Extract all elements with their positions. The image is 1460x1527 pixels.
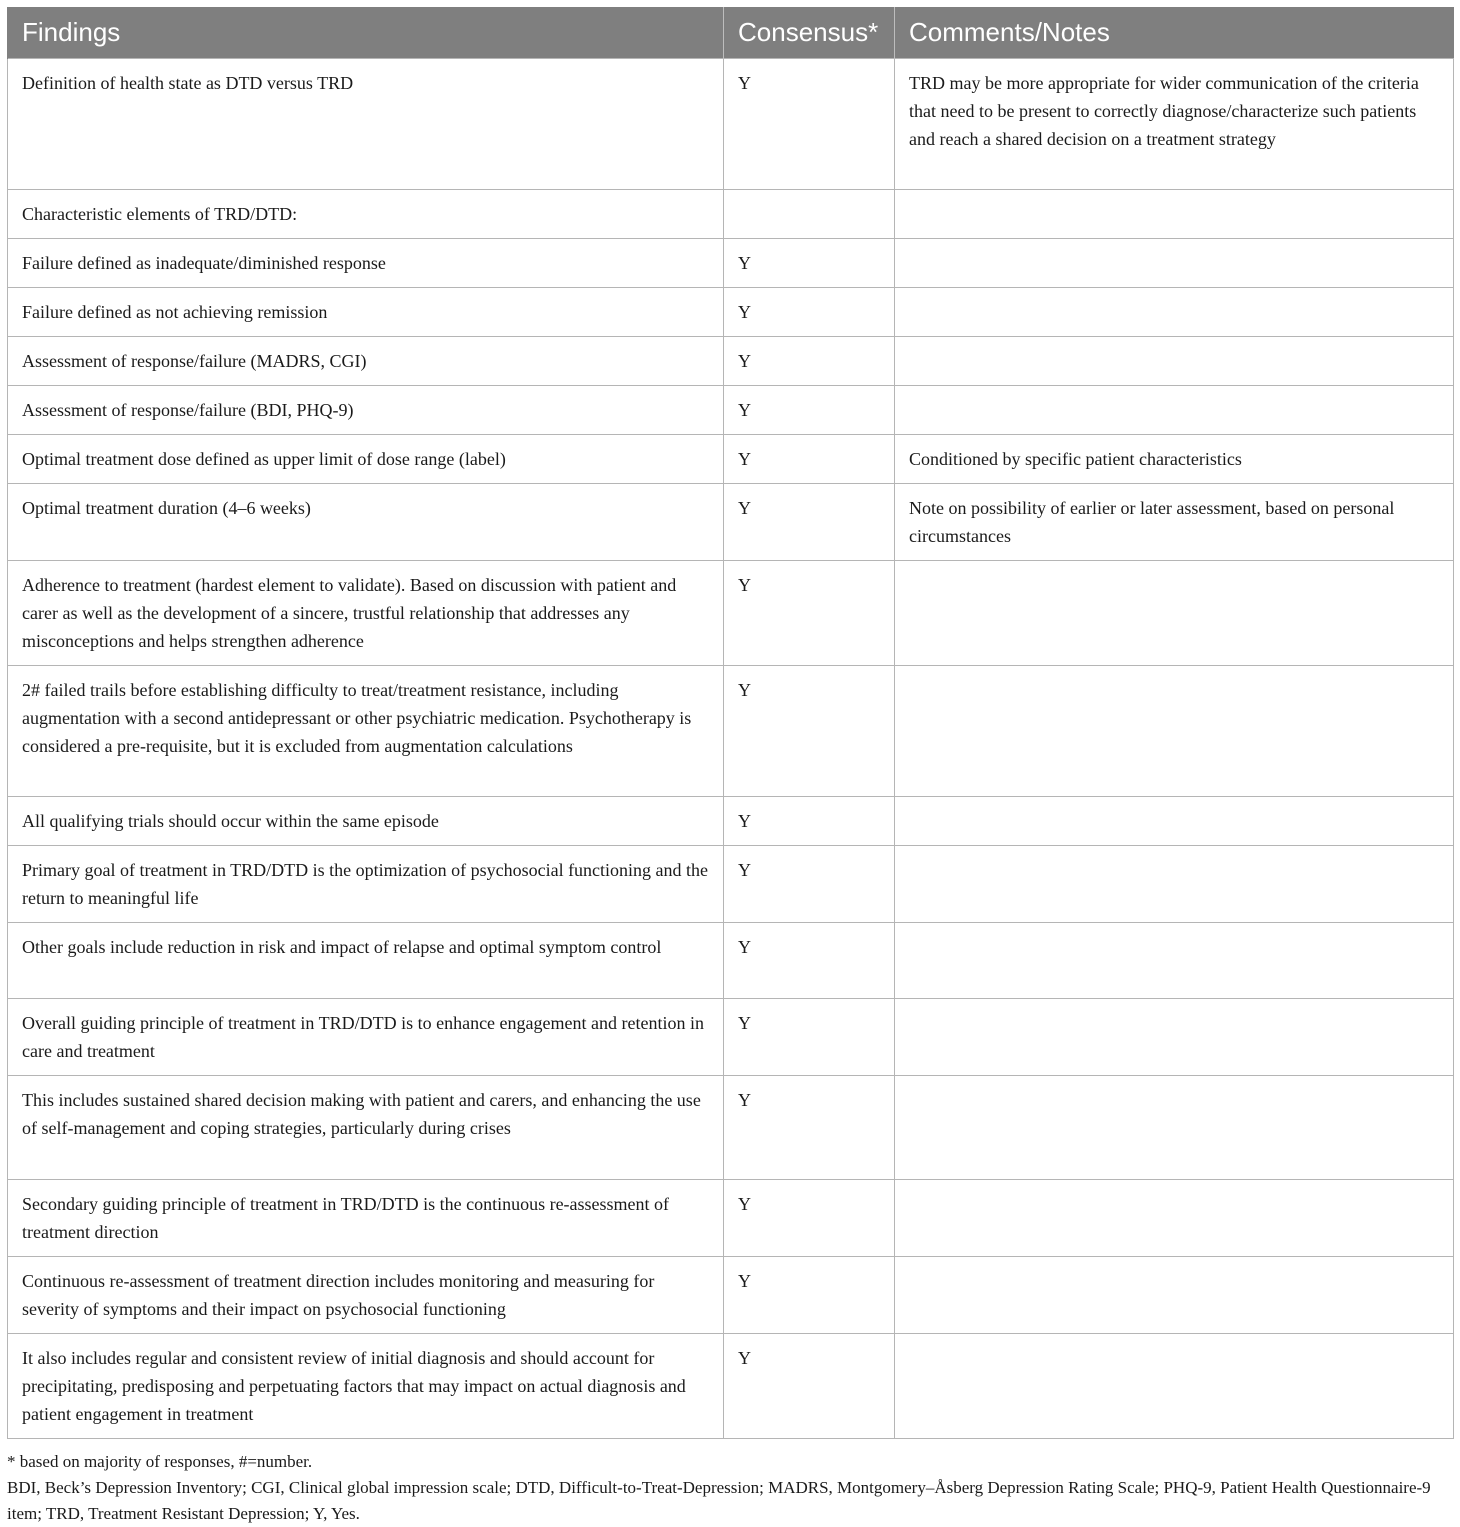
cell-consensus: Y bbox=[724, 385, 895, 434]
cell-comment bbox=[895, 238, 1454, 287]
cell-consensus: Y bbox=[724, 1256, 895, 1333]
cell-comment bbox=[895, 845, 1454, 922]
table-row bbox=[8, 336, 1454, 385]
table-row bbox=[8, 845, 1454, 922]
cell-comment: Note on possibility of earlier or later assessment, based on personal circumstances bbox=[895, 483, 1454, 560]
cell-consensus: Y bbox=[724, 796, 895, 845]
cell-consensus: Y bbox=[724, 1333, 895, 1438]
cell-consensus: Y bbox=[724, 336, 895, 385]
table-row bbox=[8, 922, 1454, 998]
cell-finding: All qualifying trials should occur within the same episode bbox=[8, 796, 724, 845]
table-row bbox=[8, 385, 1454, 434]
table-body bbox=[8, 58, 1454, 1438]
cell-consensus: Y bbox=[724, 483, 895, 560]
table-row bbox=[8, 287, 1454, 336]
cell-consensus: Y bbox=[724, 434, 895, 483]
cell-consensus: Y bbox=[724, 922, 895, 998]
cell-comment bbox=[895, 1256, 1454, 1333]
header-comments: Comments/Notes bbox=[895, 7, 1454, 58]
cell-finding: Secondary guiding principle of treatment in TRD/DTD is the continuous re-assessment of treatment direction bbox=[8, 1179, 724, 1256]
findings-table-container bbox=[7, 7, 1453, 1527]
cell-comment bbox=[895, 385, 1454, 434]
cell-consensus: Y bbox=[724, 560, 895, 665]
cell-comment bbox=[895, 189, 1454, 238]
cell-comment bbox=[895, 665, 1454, 796]
cell-comment bbox=[895, 287, 1454, 336]
table-row bbox=[8, 58, 1454, 189]
cell-comment bbox=[895, 336, 1454, 385]
cell-comment: Conditioned by specific patient characteristics bbox=[895, 434, 1454, 483]
header-findings: Findings bbox=[8, 7, 724, 58]
cell-consensus: Y bbox=[724, 665, 895, 796]
table-row bbox=[8, 1333, 1454, 1438]
cell-finding: It also includes regular and consistent review of initial diagnosis and should account for precipitating, predisposing and perpetuating factors that may impact on actual diagnosis and patient engagement in treatment bbox=[8, 1333, 724, 1438]
cell-finding: Definition of health state as DTD versus TRD bbox=[8, 58, 724, 189]
cell-finding: Overall guiding principle of treatment in TRD/DTD is to enhance engagement and retention in care and treatment bbox=[8, 998, 724, 1075]
header-consensus: Consensus* bbox=[724, 7, 895, 58]
table-footnotes bbox=[7, 1449, 1453, 1527]
cell-finding: Adherence to treatment (hardest element to validate). Based on discussion with patient and carer as well as the development of a sincere, trustful relationship that addresses any misconceptions and helps strengthen adherence bbox=[8, 560, 724, 665]
cell-consensus: Y bbox=[724, 238, 895, 287]
table-row bbox=[8, 560, 1454, 665]
cell-consensus bbox=[724, 189, 895, 238]
cell-finding: Assessment of response/failure (MADRS, CGI) bbox=[8, 336, 724, 385]
table-row bbox=[8, 434, 1454, 483]
table-row bbox=[8, 998, 1454, 1075]
table-header-row bbox=[8, 7, 1454, 58]
cell-comment bbox=[895, 998, 1454, 1075]
cell-comment bbox=[895, 1179, 1454, 1256]
cell-consensus: Y bbox=[724, 1075, 895, 1179]
cell-consensus: Y bbox=[724, 998, 895, 1075]
table-row bbox=[8, 1179, 1454, 1256]
cell-finding: Primary goal of treatment in TRD/DTD is the optimization of psychosocial functioning and the return to meaningful life bbox=[8, 845, 724, 922]
cell-finding: Assessment of response/failure (BDI, PHQ-9) bbox=[8, 385, 724, 434]
cell-finding: Optimal treatment duration (4–6 weeks) bbox=[8, 483, 724, 560]
table-row bbox=[8, 238, 1454, 287]
cell-finding: Optimal treatment dose defined as upper limit of dose range (label) bbox=[8, 434, 724, 483]
cell-consensus: Y bbox=[724, 845, 895, 922]
cell-comment bbox=[895, 922, 1454, 998]
cell-consensus: Y bbox=[724, 287, 895, 336]
cell-finding: This includes sustained shared decision making with patient and carers, and enhancing the use of self-management and coping strategies, particularly during crises bbox=[8, 1075, 724, 1179]
cell-finding: 2# failed trails before establishing difficulty to treat/treatment resistance, including augmentation with a second antidepressant or other psychiatric medication. Psychotherapy is considered a pre-requisite, but it is excluded from augmentation calculations bbox=[8, 665, 724, 796]
table-row bbox=[8, 189, 1454, 238]
footnote-abbreviations: BDI, Beck’s Depression Inventory; CGI, Clinical global impression scale; DTD, Difficult-to-Treat-Depression; MADRS, Montgomery–Åsberg Depression Rating Scale; PHQ-9, Patient Health Questionnaire-9 item; TRD, Treatment Resistant Depression; Y, Yes. bbox=[7, 1477, 1431, 1523]
cell-comment bbox=[895, 560, 1454, 665]
cell-finding: Failure defined as not achieving remission bbox=[8, 287, 724, 336]
cell-finding: Characteristic elements of TRD/DTD: bbox=[8, 189, 724, 238]
cell-finding: Other goals include reduction in risk and impact of relapse and optimal symptom control bbox=[8, 922, 724, 998]
table-row bbox=[8, 483, 1454, 560]
cell-comment bbox=[895, 796, 1454, 845]
cell-finding: Continuous re-assessment of treatment direction includes monitoring and measuring for severity of symptoms and their impact on psychosocial functioning bbox=[8, 1256, 724, 1333]
cell-consensus: Y bbox=[724, 58, 895, 189]
cell-consensus: Y bbox=[724, 1179, 895, 1256]
cell-comment bbox=[895, 1333, 1454, 1438]
footnote-consensus: * based on majority of responses, #=number. bbox=[7, 1451, 313, 1471]
table-row bbox=[8, 796, 1454, 845]
cell-comment bbox=[895, 1075, 1454, 1179]
cell-comment: TRD may be more appropriate for wider communication of the criteria that need to be present to correctly diagnose/characterize such patients and reach a shared decision on a treatment strategy bbox=[895, 58, 1454, 189]
table-row bbox=[8, 1075, 1454, 1179]
cell-finding: Failure defined as inadequate/diminished response bbox=[8, 238, 724, 287]
table-row bbox=[8, 1256, 1454, 1333]
table-row bbox=[8, 665, 1454, 796]
findings-table bbox=[7, 7, 1454, 1439]
